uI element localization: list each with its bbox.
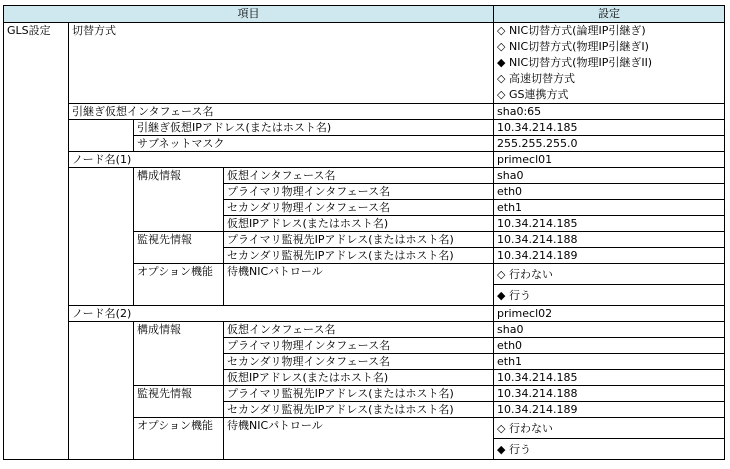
node2-sif-label: セカンダリ物理インタフェース名 [224,354,494,370]
takeover-ip-row [4,120,725,136]
option-label: 行う [509,288,531,302]
filled-diamond-icon: ◆ [497,442,506,456]
diamond-icon: ◇ [497,40,506,53]
node1-smon-label: セカンダリ監視先IPアドレス(またはホスト名) [224,248,494,264]
node2-pif-label: プライマリ物理インタフェース名 [224,338,494,354]
diamond-icon: ◇ [497,24,506,37]
header-item: 項目 [4,6,494,23]
node1-pmon-label: プライマリ監視先IPアドレス(またはホスト名) [224,232,494,248]
node1-smon-value[interactable]: 10.34.214.189 [494,248,725,264]
node1-vip-label: 仮想IPアドレス(またはホスト名) [224,216,494,232]
node2-option-label: オプション機能 [134,418,224,460]
switch-option[interactable] [497,55,721,71]
node2-config-label: 構成情報 [134,322,224,386]
node2-vif-value[interactable]: sha0 [494,322,725,338]
node2-pmon-value[interactable]: 10.34.214.188 [494,386,725,402]
node2-smon-value[interactable]: 10.34.214.189 [494,402,725,418]
node2-patrol-option[interactable] [494,439,725,460]
node1-patrol-option[interactable] [494,264,725,285]
filled-diamond-icon: ◆ [497,288,506,302]
takeover-row [4,104,725,120]
node2-smon-label: セカンダリ監視先IPアドレス(またはホスト名) [224,402,494,418]
takeover-mask-value[interactable]: 255.255.255.0 [494,136,725,152]
node1-vif-label: 仮想インタフェース名 [224,168,494,184]
option-label: NIC切替方式(論理IP引継ぎ) [509,24,646,37]
node2-value[interactable]: primecl02 [494,306,725,322]
header-row [4,6,725,23]
node1-pif-value[interactable]: eth0 [494,184,725,200]
takeover-ip-label: 引継ぎ仮想IPアドレス(またはホスト名) [134,120,494,136]
switch-row [4,23,725,104]
node2-vip-value[interactable]: 10.34.214.185 [494,370,725,386]
node1-sif-label: セカンダリ物理インタフェース名 [224,200,494,216]
diamond-icon: ◇ [497,88,506,101]
node1-config-label: 構成情報 [134,168,224,232]
node2-sif-value[interactable]: eth1 [494,354,725,370]
node1-value[interactable]: primecl01 [494,152,725,168]
node2-label: ノード名(2) [69,306,494,322]
switch-options [494,23,725,104]
switch-option[interactable] [497,71,721,87]
node1-patrol-label: 待機NICパトロール [224,264,494,306]
node1-sif-value[interactable]: eth1 [494,200,725,216]
node2-patrol-label: 待機NICパトロール [224,418,494,460]
node1-pmon-value[interactable]: 10.34.214.188 [494,232,725,248]
option-label: 行わない [509,267,553,281]
node1-patrol-option[interactable] [494,285,725,306]
node1-vip-value[interactable]: 10.34.214.185 [494,216,725,232]
takeover-label: 引継ぎ仮想インタフェース名 [69,104,494,120]
node2-patrol-option[interactable] [494,418,725,439]
node1-vif-value[interactable]: sha0 [494,168,725,184]
diamond-icon: ◇ [497,421,506,435]
switch-option[interactable] [497,23,721,39]
node1-monitor-label: 監視先情報 [134,232,224,264]
switch-label: 切替方式 [69,23,494,104]
option-label: NIC切替方式(物理IP引継ぎI) [509,40,649,53]
node2-row [4,306,725,322]
node1-label: ノード名(1) [69,152,494,168]
option-label: 行う [509,442,531,456]
node2-vif-label: 仮想インタフェース名 [224,322,494,338]
switch-option[interactable] [497,39,721,55]
option-label: 高速切替方式 [509,72,575,85]
option-label: GS連携方式 [509,88,569,101]
takeover-ip-value[interactable]: 10.34.214.185 [494,120,725,136]
node1-row [4,152,725,168]
node2-pif-value[interactable]: eth0 [494,338,725,354]
settings-table [3,5,725,460]
header-setting: 設定 [494,6,725,23]
node2-vip-label: 仮想IPアドレス(またはホスト名) [224,370,494,386]
diamond-icon: ◇ [497,72,506,85]
option-label: 行わない [509,421,553,435]
node1-option-label: オプション機能 [134,264,224,306]
node1-pif-label: プライマリ物理インタフェース名 [224,184,494,200]
node2-pmon-label: プライマリ監視先IPアドレス(またはホスト名) [224,386,494,402]
option-label: NIC切替方式(物理IP引継ぎII) [509,56,653,69]
node2-monitor-label: 監視先情報 [134,386,224,418]
node2-vif-row [4,322,725,338]
switch-option[interactable] [497,87,721,103]
filled-diamond-icon: ◆ [497,56,506,69]
takeover-mask-label: サブネットマスク [134,136,494,152]
node1-vif-row [4,168,725,184]
diamond-icon: ◇ [497,267,506,281]
takeover-value[interactable]: sha0:65 [494,104,725,120]
gls-label: GLS設定 [4,23,69,460]
